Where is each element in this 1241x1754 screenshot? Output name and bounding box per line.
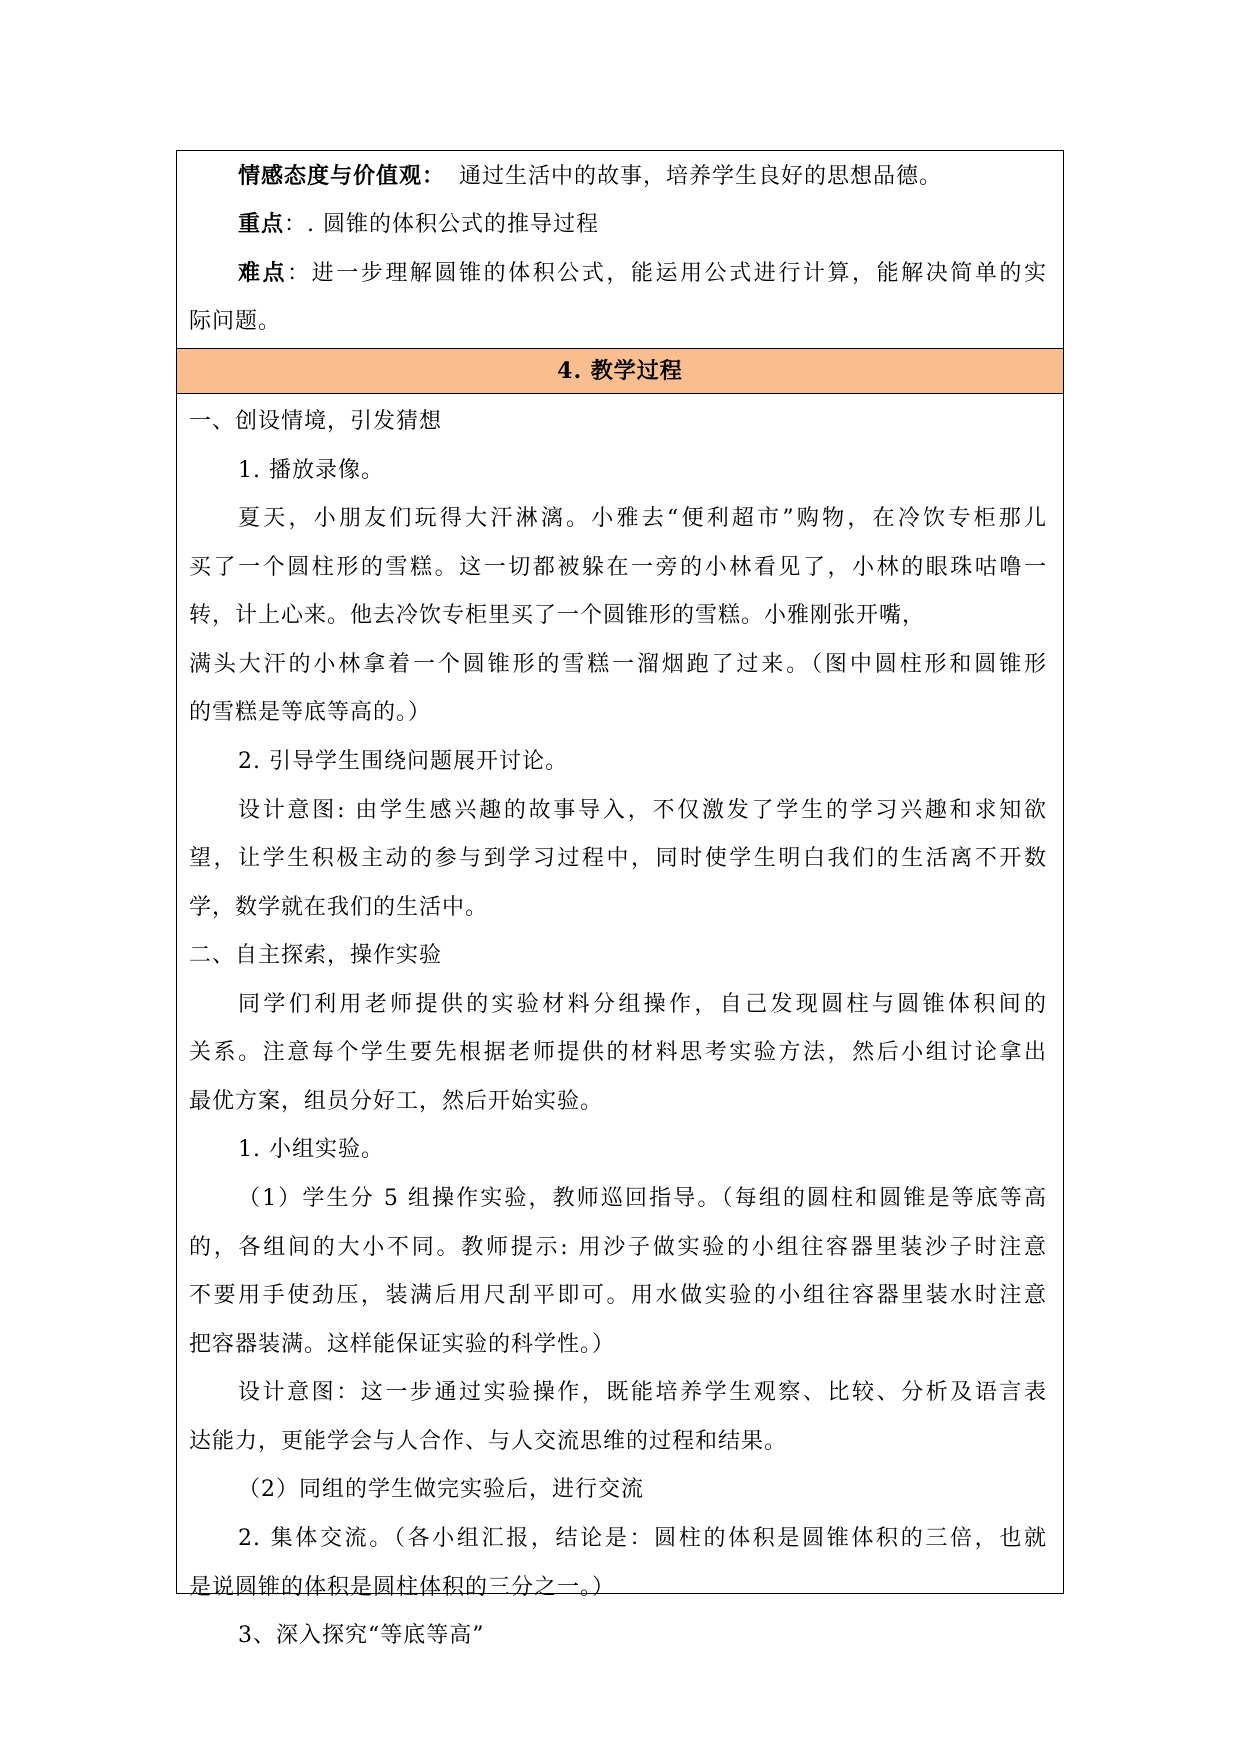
collective-exchange-line: 2. 集体交流。（各小组汇报，结论是：圆柱的体积是圆锥体积的三倍，也就 [238, 1526, 1047, 1551]
step-deep-explore: 3、深入探究“等底等高” [238, 1623, 485, 1648]
key-point [238, 209, 599, 240]
lesson-plan-table [176, 150, 1064, 1648]
row-divider [177, 393, 1063, 394]
emotion-label: 情感态度与价值观： [238, 163, 446, 189]
section-title: 4. 教学过程 [557, 358, 683, 384]
difficulty-point [238, 258, 1047, 289]
heading-create-scenario: 一、创设情境，引发猜想 [189, 409, 443, 434]
story-line: 的雪糕是等底等高的。） [189, 700, 432, 725]
experiment-line: 不要用手使劲压，装满后用尺刮平即可。用水做实验的小组往容器里装水时注意 [189, 1283, 1047, 1308]
section-header-band [177, 349, 1063, 393]
key-label: 重点 [238, 211, 285, 237]
step-exchange: （2）同组的学生做完实验后，进行交流 [238, 1477, 644, 1502]
difficulty-text-line-2: 际问题。 [189, 309, 282, 334]
design-intent-line: 设计意图：这一步通过实验操作，既能培养学生观察、比较、分析及语言表 [238, 1380, 1047, 1405]
collective-exchange-line: 是说圆锥的体积是圆柱体积的三分之一。） [189, 1575, 616, 1600]
story-line: 转，计上心来。他去冷饮专柜里买了一个圆锥形的雪糕。小雅刚张开嘴， [189, 603, 926, 628]
difficulty-text-line-1: ：进一步理解圆锥的体积公式，能运用公式进行计算，能解决简单的实 [287, 261, 1047, 286]
heading-explore: 二、自主探索，操作实验 [189, 943, 443, 968]
design-intent-line: 达能力，更能学会与人合作、与人交流思维的过程和结果。 [189, 1429, 788, 1454]
explore-line: 关系。注意每个学生要先根据老师提供的材料思考实验方法，然后小组讨论拿出 [189, 1040, 1047, 1065]
design-intent-line: 望，让学生积极主动的参与到学习过程中，同时使学生明白我们的生活离不开数 [189, 846, 1047, 871]
story-line: 满头大汗的小林拿着一个圆锥形的雪糕一溜烟跑了过来。（图中圆柱形和圆锥形 [189, 652, 1047, 677]
explore-line: 同学们利用老师提供的实验材料分组操作，自己发现圆柱与圆锥体积间的 [238, 992, 1047, 1017]
experiment-line: 的，各组间的大小不同。教师提示: 用沙子做实验的小组往容器里装沙子时注意 [189, 1235, 1047, 1260]
step-play-video: 1. 播放录像。 [238, 458, 384, 483]
step-group-experiment: 1. 小组实验。 [238, 1137, 384, 1162]
design-intent-line: 设计意图: 由学生感兴趣的故事导入，不仅激发了学生的学习兴趣和求知欲 [238, 798, 1047, 823]
key-text: ：. 圆锥的体积公式的推导过程 [284, 212, 600, 237]
story-line: 夏天，小朋友们玩得大汗淋漓。小雅去“便利超市”购物，在冷饮专柜那儿 [238, 506, 1047, 531]
experiment-line: 把容器装满。这样能保证实验的科学性。） [189, 1332, 616, 1357]
design-intent-line: 学，数学就在我们的生活中。 [189, 895, 489, 920]
experiment-line: （1）学生分 5 组操作实验，教师巡回指导。（每组的圆柱和圆锥是等底等高 [238, 1186, 1047, 1211]
explore-line: 最优方案，组员分好工，然后开始实验。 [189, 1089, 604, 1114]
story-line: 买了一个圆柱形的雪糕。这一切都被躲在一旁的小林看见了，小林的眼珠咕噜一 [189, 555, 1047, 580]
step-discussion: 2. 引导学生围绕问题展开讨论。 [238, 749, 568, 774]
difficulty-label: 难点 [238, 260, 288, 286]
emotion-text: 通过生活中的故事，培养学生良好的思想品德。 [459, 164, 943, 189]
emotion-objective [238, 161, 942, 192]
